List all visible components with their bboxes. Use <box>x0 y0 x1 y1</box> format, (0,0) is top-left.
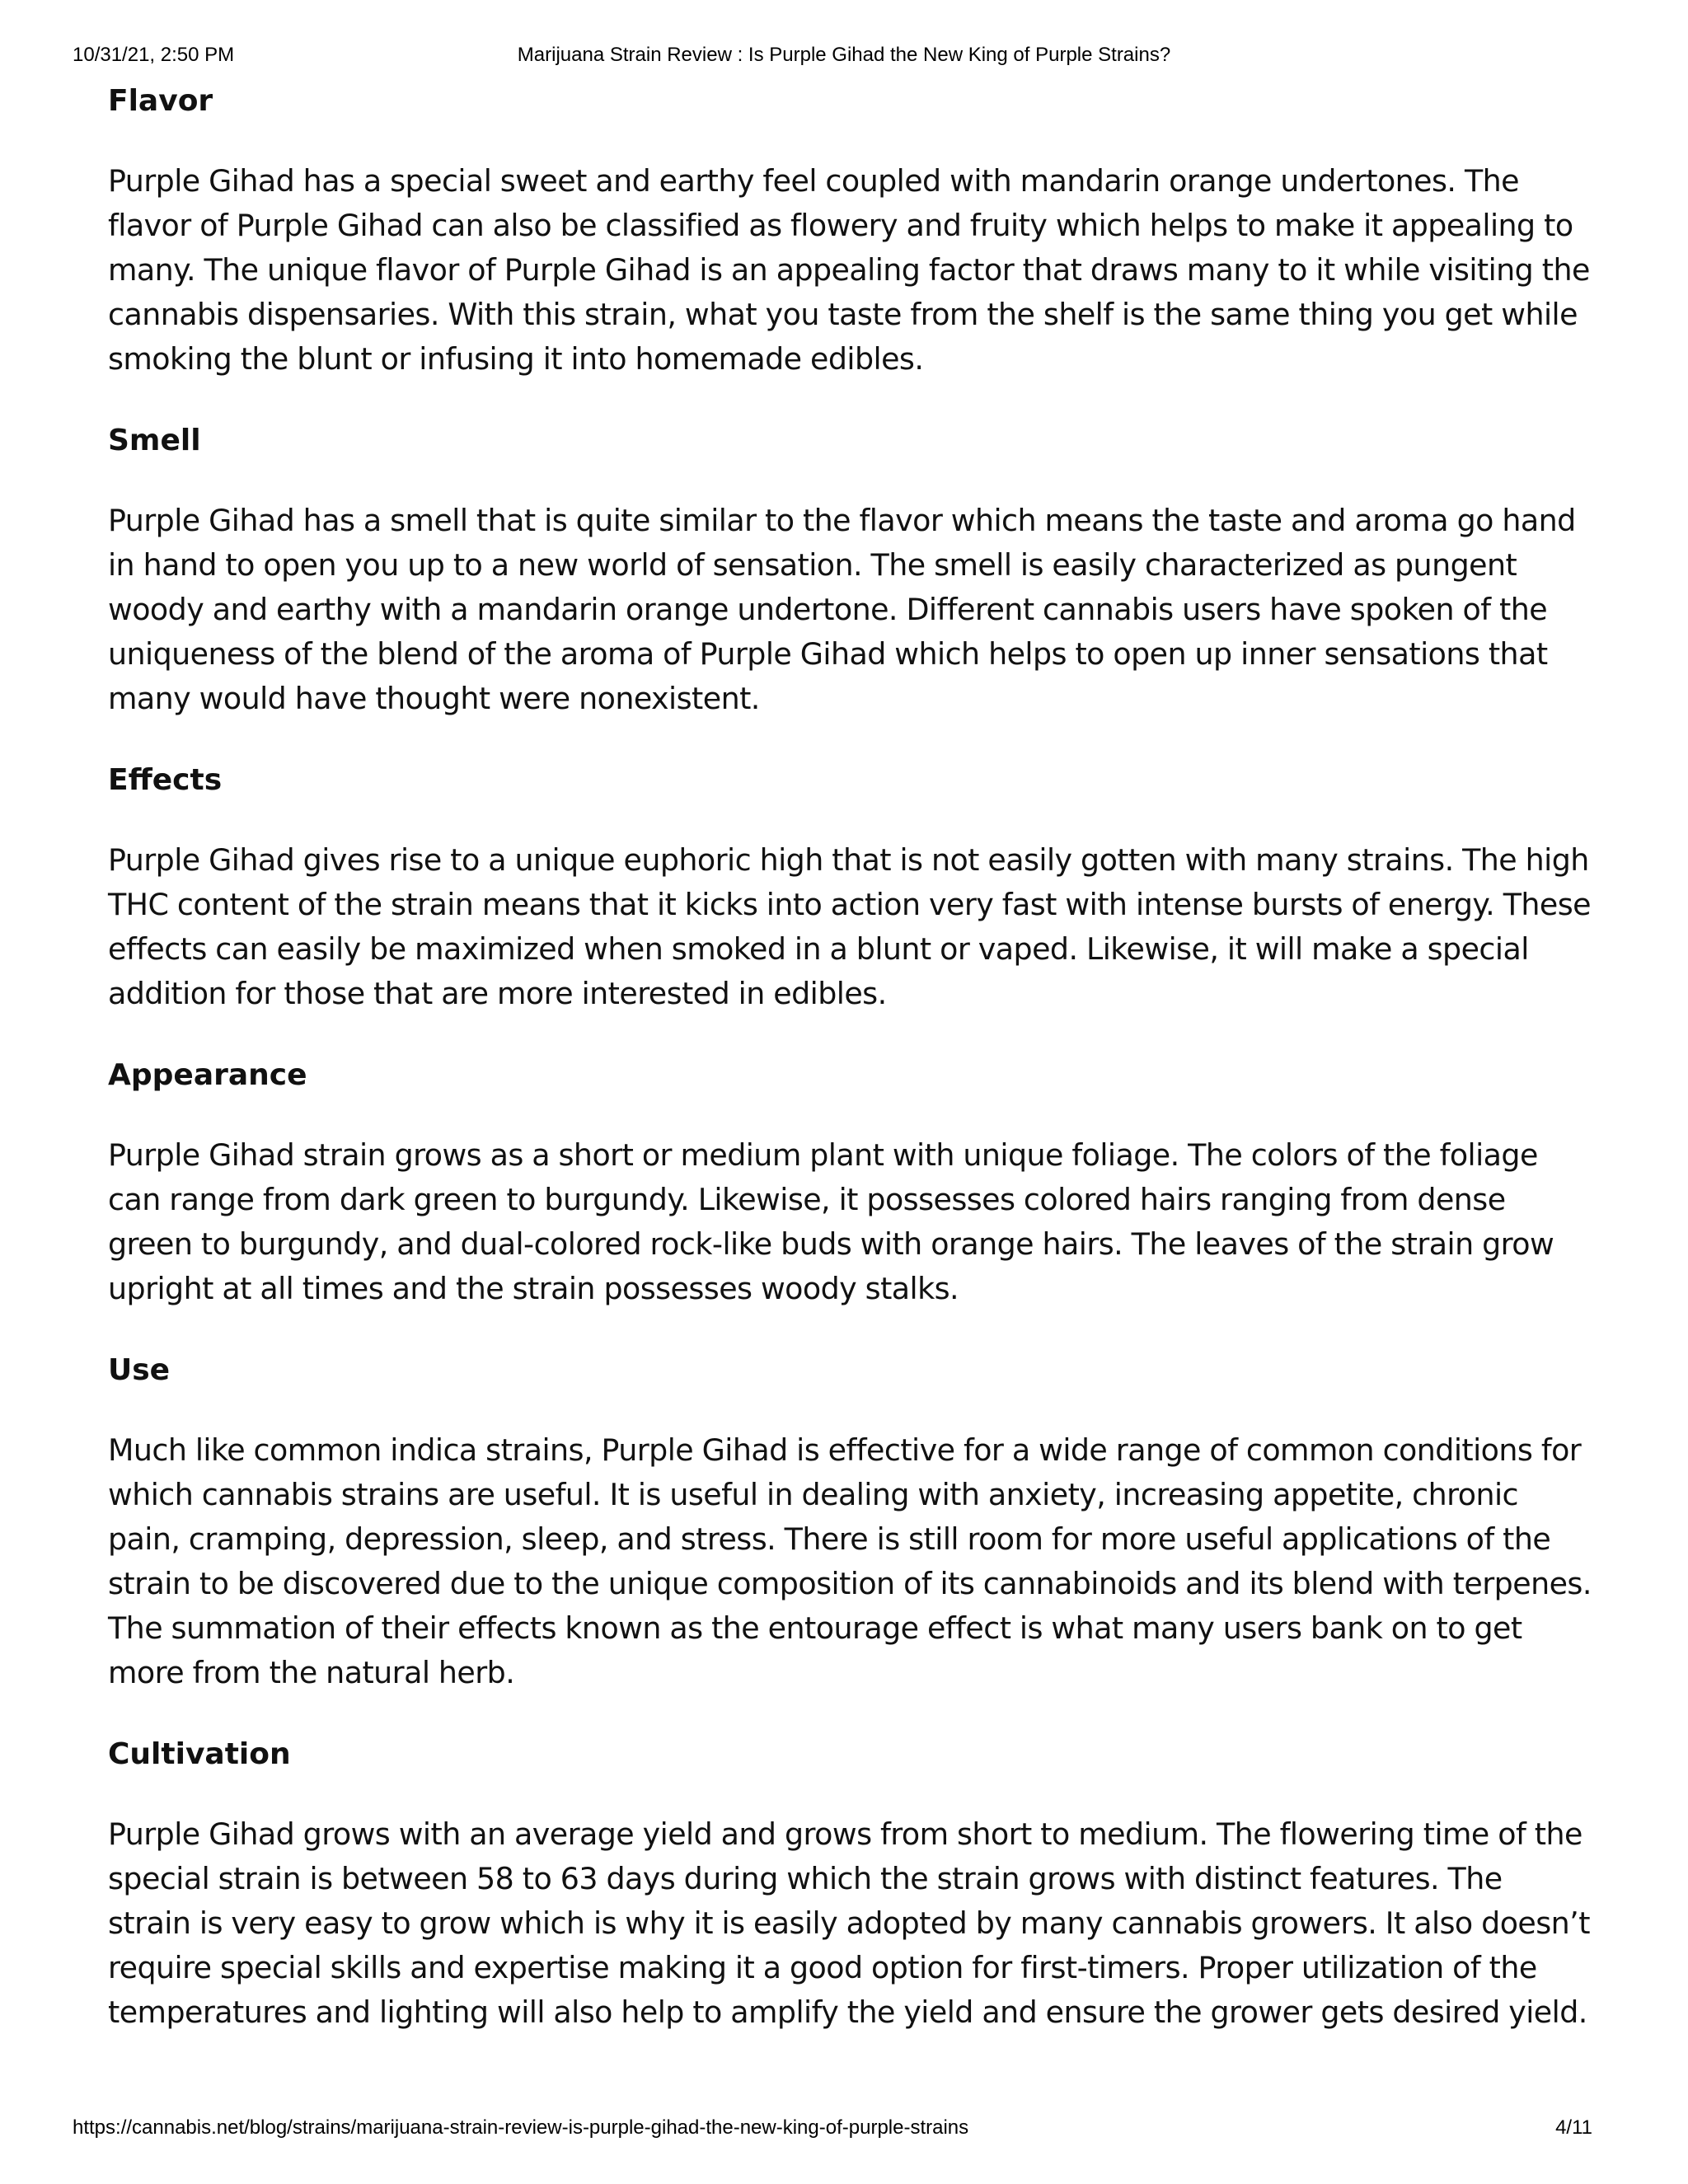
section-appearance <box>108 1052 1592 1311</box>
page-number: 4/11 <box>1555 2116 1592 2139</box>
print-date: 10/31/21, 2:50 PM <box>73 44 235 66</box>
section-use <box>108 1347 1592 1695</box>
print-page-title: Marijuana Strain Review : Is Purple Gihad the New King of Purple Strains? <box>517 44 1171 66</box>
section-paragraph: Purple Gihad grows with an average yield and grows from short to medium. The flowering time of the special strain is between 58 to 63 days during which the strain grows with distinct features. The strain is very easy to grow which is why it is easily adopted by many cannabis growers. It also doesn’t require special skills and expertise making it a good option for first-timers. Proper utilization of the temperatures and lighting will also help to amplify the yield and ensure the grower gets desired yield. <box>108 1816 1590 2030</box>
section-heading: Flavor <box>108 84 213 118</box>
print-header <box>73 41 1615 69</box>
section-flavor <box>108 78 1592 382</box>
section-heading: Smell <box>108 424 201 457</box>
section-paragraph: Purple Gihad gives rise to a unique euphoric high that is not easily gotten with many strains. The high THC content of the strain means that it kicks into action very fast with intense bursts of energy. These effects can easily be maximized when smoked in a blunt or vaped. Likewise, it will make a special addition for those that are more interested in edibles. <box>108 842 1591 1011</box>
article-content <box>108 78 1592 2071</box>
section-smell <box>108 418 1592 721</box>
section-paragraph: Purple Gihad has a smell that is quite similar to the flavor which means the taste and aroma go hand in hand to open you up to a new world of sensation. The smell is easily characterized as pungent woody and earthy with a mandarin orange undertone. Different cannabis users have spoken of the uniqueness of the blend of the aroma of Purple Gihad which helps to open up inner sensations that many would have thought were nonexistent. <box>108 503 1576 716</box>
section-heading: Cultivation <box>108 1737 291 1771</box>
section-paragraph: Much like common indica strains, Purple Gihad is effective for a wide range of common conditions for which cannabis strains are useful. It is useful in dealing with anxiety, increasing appetite, chronic pain, cramping, depression, sleep, and stress. There is still room for more useful applications of the strain to be discovered due to the unique composition of its cannabinoids and its blend with terpenes. The summation of their effects known as the entourage effect is what many users bank on to get more from the natural herb. <box>108 1432 1592 1690</box>
section-heading: Appearance <box>108 1058 307 1092</box>
section-paragraph: Purple Gihad has a special sweet and earthy feel coupled with mandarin orange undertones. The flavor of Purple Gihad can also be classified as flowery and fruity which helps to make it appealing to many. The unique flavor of Purple Gihad is an appealing factor that draws many to it while visiting the cannabis dispensaries. With this strain, what you taste from the shelf is the same thing you get while smoking the blunt or infusing it into homemade edibles. <box>108 163 1590 377</box>
section-cultivation <box>108 1732 1592 2035</box>
section-heading: Use <box>108 1353 171 1387</box>
section-paragraph: Purple Gihad strain grows as a short or medium plant with unique foliage. The colors of the foliage can range from dark green to burgundy. Likewise, it possesses colored hairs ranging from dense green to burgundy, and dual-colored rock-like buds with orange hairs. The leaves of the strain grow upright at all times and the strain possesses woody stalks. <box>108 1137 1554 1306</box>
page-url: https://cannabis.net/blog/strains/marijuana-strain-review-is-purple-gihad-the-new-king-of-purple-strains <box>73 2116 969 2139</box>
print-footer <box>73 2114 1615 2142</box>
section-heading: Effects <box>108 763 223 797</box>
section-effects <box>108 757 1592 1016</box>
